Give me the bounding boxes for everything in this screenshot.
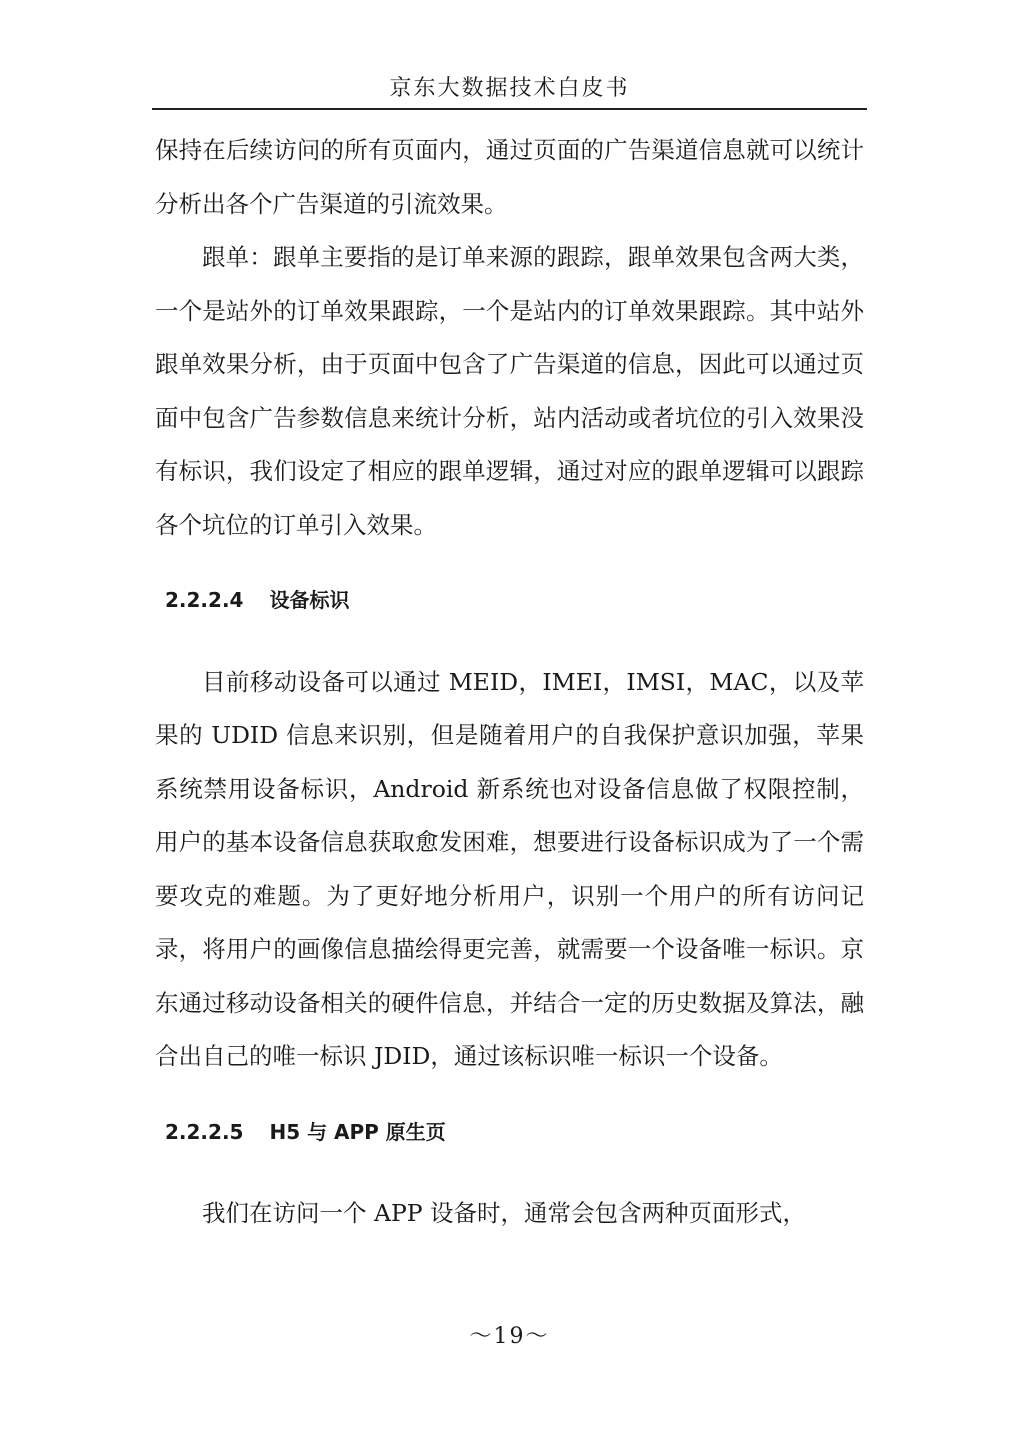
- section-title: 设备标识: [269, 588, 350, 612]
- paragraph-h5-app: 我们在访问一个 APP 设备时，通常会包含两种页面形式，: [202, 1199, 807, 1227]
- section-title: H5 与 APP 原生页: [269, 1119, 446, 1144]
- section-number: 2.2.2.4: [165, 588, 244, 612]
- running-header: 京东大数据技术白皮书: [389, 76, 630, 101]
- spacer: [155, 552, 864, 574]
- section-number: 2.2.2.5: [165, 1119, 244, 1144]
- section-heading-h5-app: [165, 1106, 864, 1160]
- paragraph-continuation: 保持在后续访问的所有页面内，通过页面的广告渠道信息就可以统计分析出各个广告渠道的引流效果。: [155, 136, 864, 218]
- page-content: [155, 124, 864, 1241]
- section-heading-device-id: [165, 574, 864, 628]
- header-rule: [152, 108, 867, 110]
- spacer: [155, 1084, 864, 1106]
- paragraph-order-tracking: 跟单：跟单主要指的是订单来源的跟踪，跟单效果包含两大类，一个是站外的订单效果跟踪，一个是站内的订单效果跟踪。其中站外跟单效果分析，由于页面中包含了广告渠道的信息，因此可以通过页面中包含广告参数信息来统计分析，站内活动或者坑位的引入效果没有标识，我们设定了相应的跟单逻辑，通过对应的跟单逻辑可以跟踪各个坑位的订单引入效果。: [155, 243, 864, 539]
- spacer: [155, 1159, 864, 1187]
- spacer: [155, 628, 864, 656]
- page-number: ～19～: [469, 1324, 550, 1349]
- paragraph-device-id: 目前移动设备可以通过 MEID，IMEI，IMSI，MAC，以及苹果的 UDID 信息来识别，但是随着用户的自我保护意识加强，苹果系统禁用设备标识，Android 新系统也对设备信息做了权限控制，用户的基本设备信息获取愈发困难，想要进行设备标识成为了一个需要攻克的难题。为了更好地分析用户，识别一个用户的所有访问记录，将用户的画像信息描绘得更完善，就需要一个设备唯一标识。京东通过移动设备相关的硬件信息，并结合一定的历史数据及算法，融合出自己的唯一标识 JDID，通过该标识唯一标识一个设备。: [155, 667, 864, 1070]
